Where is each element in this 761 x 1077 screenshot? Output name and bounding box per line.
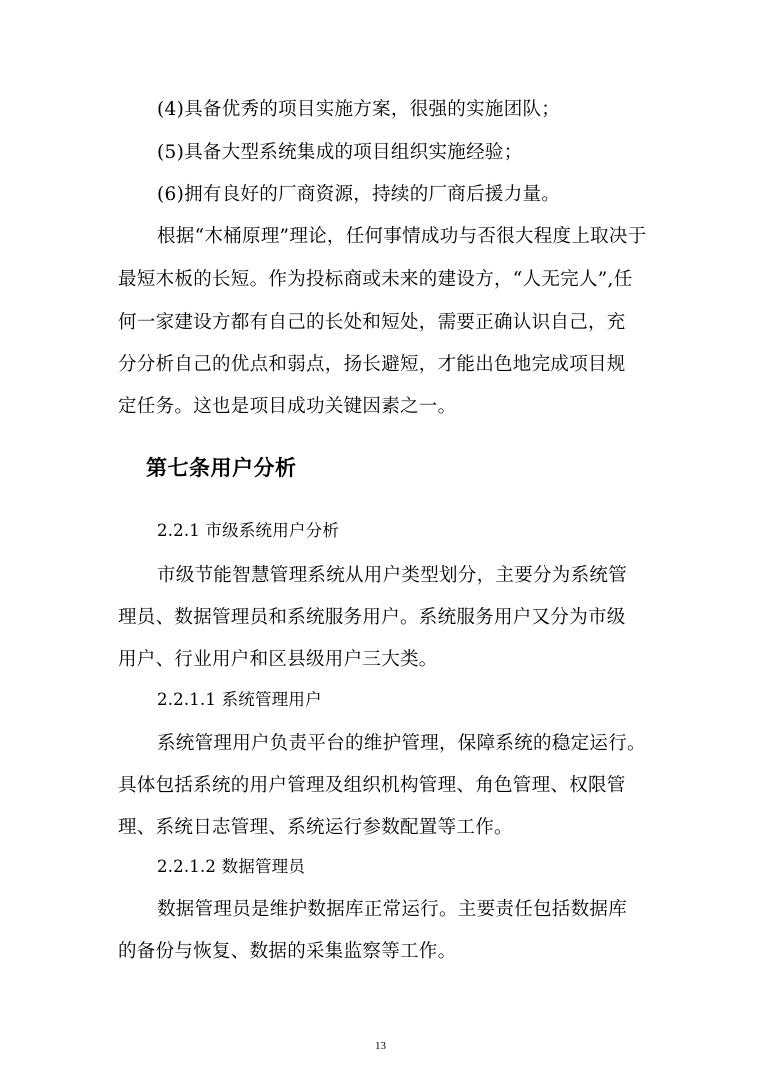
subsection-title: 2.2.1 市级系统用户分析 xyxy=(157,521,340,540)
paragraph-line: 理、系统日志管理、系统运行参数配置等工作。 xyxy=(118,817,513,838)
paragraph-line: 理员、数据管理员和系统服务用户。系统服务用户又分为市级 xyxy=(118,607,626,628)
list-item-5: (5)具备大型系统集成的项目组织实施经验； xyxy=(157,142,523,163)
list-item-6: (6)拥有良好的厂商资源，持续的厂商后援力量。 xyxy=(157,184,561,205)
paragraph-line: 根据“木桶原理”理论，任何事情成功与否很大程度上取决于 xyxy=(157,226,647,247)
list-item-4: (4)具备优秀的项目实施方案，很强的实施团队； xyxy=(157,99,561,120)
page-number: 13 xyxy=(375,1040,386,1052)
paragraph-line: 最短木板的长短。作为投标商或未来的建设方，“人无完人”,任 xyxy=(118,269,633,290)
paragraph-line: 何一家建设方都有自己的长处和短处，需要正确认识自己，充 xyxy=(118,312,626,333)
section-heading: 第七条用户分析 xyxy=(146,456,297,480)
paragraph-line: 具体包括系统的用户管理及组织机构管理、角色管理、权限管 xyxy=(118,775,626,796)
paragraph-line: 市级节能智慧管理系统从用户类型划分，主要分为系统管 xyxy=(157,565,628,586)
paragraph-line: 系统管理用户负责平台的维护管理，保障系统的稳定运行。 xyxy=(157,733,646,754)
paragraph-line: 数据管理员是维护数据库正常运行。主要责任包括数据库 xyxy=(157,899,628,920)
subsection-title: 2.2.1.2 数据管理员 xyxy=(157,857,306,876)
subsection-title: 2.2.1.1 系统管理用户 xyxy=(157,690,322,709)
paragraph-line: 定任务。这也是项目成功关键因素之一。 xyxy=(118,396,457,417)
paragraph-line: 分分析自己的优点和弱点，扬长避短，才能出色地完成项目规 xyxy=(118,354,626,375)
paragraph-line: 的备份与恢复、数据的采集监察等工作。 xyxy=(118,941,457,962)
paragraph-line: 用户、行业用户和区县级用户三大类。 xyxy=(118,649,438,670)
